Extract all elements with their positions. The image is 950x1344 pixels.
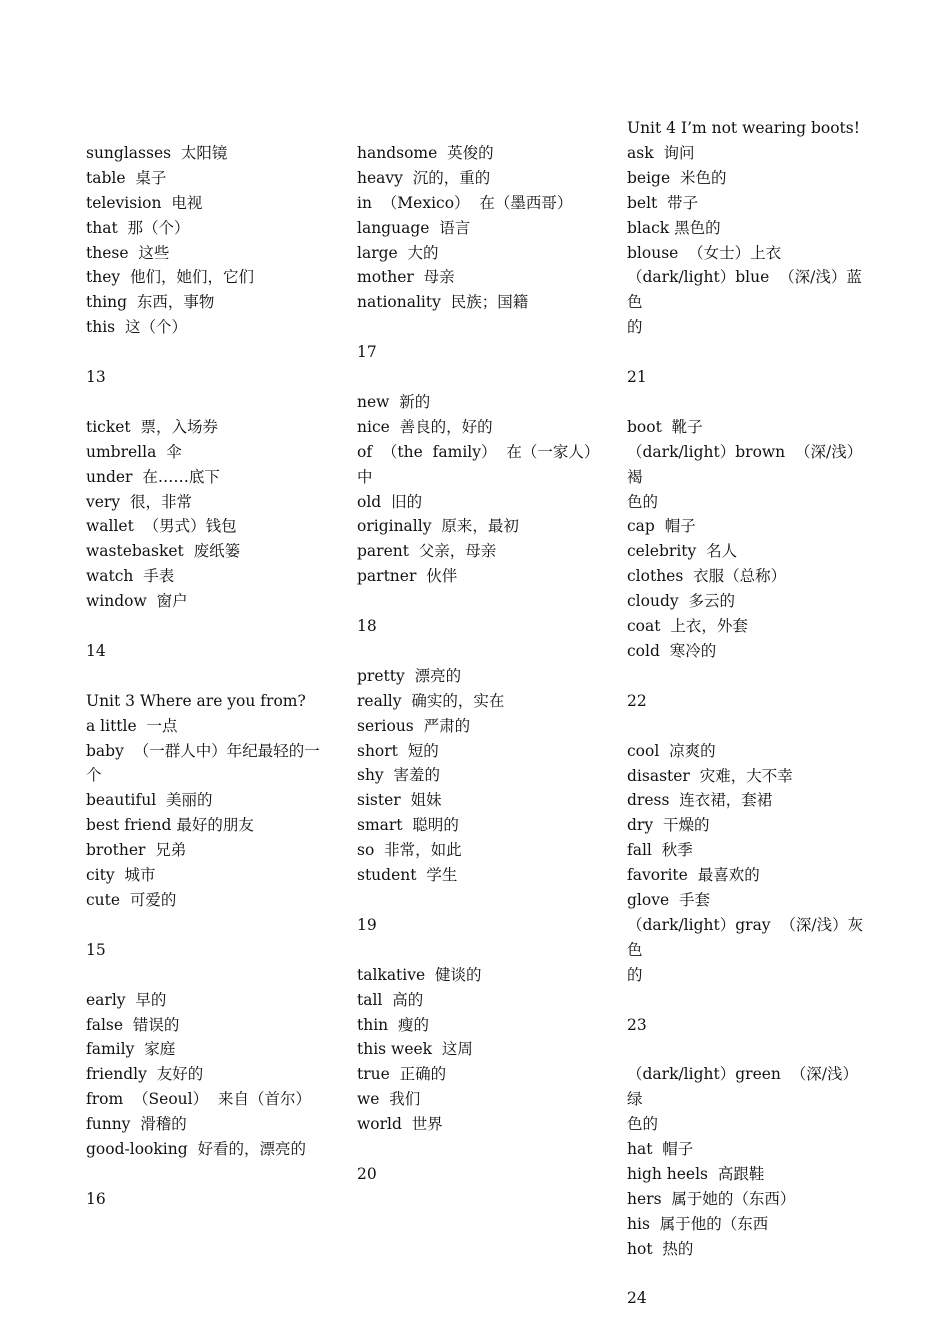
vocab-entry: cold 寒冷的 bbox=[627, 642, 717, 660]
vocab-entry: language 语言 bbox=[357, 218, 471, 237]
vocab-entry: coat 上衣，外套 bbox=[627, 617, 748, 636]
blank-line bbox=[357, 1137, 602, 1162]
vocab-entry: handsome 英俊的 bbox=[357, 143, 494, 162]
vocab-entry: celebrity 名人 bbox=[627, 542, 738, 561]
vocab-entry: student 学生 bbox=[357, 866, 458, 885]
page-number: 23 bbox=[627, 1015, 647, 1034]
blank-line bbox=[627, 340, 872, 365]
vocab-entry: （dark/light）brown （深/浅）褐 bbox=[627, 442, 863, 486]
vocab-entry: television 电视 bbox=[86, 193, 203, 212]
vocab-column-1 bbox=[86, 116, 331, 1212]
vocab-entry: sister 姐妹 bbox=[357, 791, 442, 810]
vocab-entry: world 世界 bbox=[357, 1115, 443, 1134]
vocab-entry: this week 这周 bbox=[357, 1040, 473, 1059]
vocab-entry: really 确实的，实在 bbox=[357, 691, 505, 710]
vocab-entry: 中 bbox=[357, 467, 373, 486]
vocab-entry: new 新的 bbox=[357, 392, 431, 411]
blank-line bbox=[357, 639, 602, 664]
vocab-entry: thin 瘦的 bbox=[357, 1015, 430, 1034]
vocab-entry: family 家庭 bbox=[86, 1040, 176, 1059]
vocab-entry: so 非常，如此 bbox=[357, 841, 462, 860]
vocab-entry: shy 害羞的 bbox=[357, 766, 441, 785]
vocab-entry: boot 靴子 bbox=[627, 417, 703, 436]
vocab-entry: glove 手套 bbox=[627, 891, 710, 910]
blank-line bbox=[627, 988, 872, 1013]
vocab-entry: they 他们，她们，它们 bbox=[86, 268, 254, 287]
vocab-entry: serious 严肃的 bbox=[357, 716, 471, 735]
vocab-entry: a little 一点 bbox=[86, 716, 178, 735]
vocab-entry: （dark/light）blue （深/浅）蓝色 bbox=[627, 268, 862, 312]
vocab-entry: wallet （男式）钱包 bbox=[86, 517, 237, 536]
vocab-entry: heavy 沉的，重的 bbox=[357, 168, 491, 187]
vocab-entry: 的 bbox=[627, 965, 643, 984]
vocab-entry: baby （一群人中）年纪最轻的一 bbox=[86, 741, 320, 760]
vocab-entry: 色的 bbox=[627, 1115, 659, 1134]
vocab-entry: disaster 灾难，大不幸 bbox=[627, 766, 793, 785]
page-number: 19 bbox=[357, 915, 377, 934]
vocab-entry: this 这（个） bbox=[86, 318, 187, 337]
page-number: 24 bbox=[627, 1289, 647, 1308]
vocab-entry: 的 bbox=[627, 318, 643, 337]
blank-line bbox=[86, 340, 331, 365]
vocab-entry: short 短的 bbox=[357, 741, 439, 760]
vocab-entry: cloudy 多云的 bbox=[627, 592, 735, 611]
vocab-entry: cap 帽子 bbox=[627, 517, 696, 536]
vocab-entry: mother 母亲 bbox=[357, 268, 455, 287]
vocab-entry: wastebasket 废纸篓 bbox=[86, 542, 241, 561]
vocab-entry: from （Seoul） 来自（首尔） bbox=[86, 1090, 311, 1109]
vocab-entry: window 窗户 bbox=[86, 592, 188, 611]
vocab-entry: beautiful 美丽的 bbox=[86, 791, 213, 810]
blank-line bbox=[627, 664, 872, 689]
vocab-entry: friendly 友好的 bbox=[86, 1065, 204, 1084]
page-number: 20 bbox=[357, 1164, 377, 1183]
vocab-entry: large 大的 bbox=[357, 243, 439, 262]
vocab-entry: early 早的 bbox=[86, 990, 167, 1009]
blank-line bbox=[86, 390, 331, 415]
page-number: 16 bbox=[86, 1189, 106, 1208]
vocab-entry: blouse （女士）上衣 bbox=[627, 243, 782, 262]
vocab-entry: tall 高的 bbox=[357, 990, 424, 1009]
vocab-entry: ticket 票，入场券 bbox=[86, 417, 219, 436]
vocab-entry: watch 手表 bbox=[86, 567, 175, 586]
blank-line bbox=[627, 714, 872, 739]
vocab-entry: belt 带子 bbox=[627, 193, 699, 212]
vocab-entry: his 属于他的（东西 bbox=[627, 1214, 769, 1233]
vocab-entry: that 那（个） bbox=[86, 218, 190, 237]
vocab-entry: table 桌子 bbox=[86, 168, 167, 187]
vocab-entry: 色的 bbox=[627, 492, 659, 511]
unit-heading: Unit 4 I’m not wearing boots! bbox=[627, 119, 860, 137]
blank-line bbox=[86, 913, 331, 938]
vocab-entry: funny 滑稽的 bbox=[86, 1115, 187, 1134]
vocab-entry: partner 伙伴 bbox=[357, 567, 458, 586]
vocab-entry: very 很，非常 bbox=[86, 492, 192, 511]
blank-line bbox=[86, 963, 331, 988]
vocab-entry: clothes 衣服（总称） bbox=[627, 567, 787, 586]
vocab-entry: nationality 民族；国籍 bbox=[357, 293, 529, 312]
vocab-entry: under 在……底下 bbox=[86, 467, 220, 486]
vocab-entry: smart 聪明的 bbox=[357, 816, 459, 835]
vocab-entry: 个 bbox=[86, 766, 102, 785]
vocab-entry: talkative 健谈的 bbox=[357, 965, 482, 984]
vocab-entry: in （Mexico） 在（墨西哥） bbox=[357, 193, 573, 212]
page-number: 22 bbox=[627, 691, 647, 710]
blank-line bbox=[86, 1162, 331, 1187]
vocab-column-2 bbox=[357, 116, 602, 1187]
vocab-entry: beige 米色的 bbox=[627, 168, 727, 187]
vocab-entry: good-looking 好看的，漂亮的 bbox=[86, 1140, 306, 1159]
vocab-entry: nice 善良的，好的 bbox=[357, 417, 493, 436]
blank-line bbox=[627, 1262, 872, 1287]
vocab-entry: （dark/light）green （深/浅）绿 bbox=[627, 1065, 858, 1109]
vocab-entry: thing 东西，事物 bbox=[86, 293, 215, 312]
blank-line bbox=[357, 888, 602, 913]
blank-line bbox=[86, 116, 331, 141]
vocab-entry: hat 帽子 bbox=[627, 1140, 694, 1159]
vocab-column-3 bbox=[627, 116, 872, 1311]
vocab-entry: hers 属于她的（东西） bbox=[627, 1189, 796, 1208]
blank-line bbox=[357, 315, 602, 340]
vocab-entry: high heels 高跟鞋 bbox=[627, 1164, 765, 1183]
blank-line bbox=[86, 614, 331, 639]
vocab-entry: false 错误的 bbox=[86, 1015, 180, 1034]
unit-heading: Unit 3 Where are you from? bbox=[86, 691, 306, 710]
page-number: 14 bbox=[86, 641, 106, 660]
vocab-entry: parent 父亲，母亲 bbox=[357, 542, 497, 561]
blank-line bbox=[357, 365, 602, 390]
vocab-entry: city 城市 bbox=[86, 866, 156, 885]
blank-line bbox=[357, 938, 602, 963]
vocab-entry: cute 可爱的 bbox=[86, 891, 177, 910]
vocab-entry: best friend 最好的朋友 bbox=[86, 816, 254, 835]
vocab-entry: dry 干燥的 bbox=[627, 816, 710, 835]
vocab-entry: of （the family） 在（一家人） bbox=[357, 442, 600, 461]
blank-line bbox=[357, 589, 602, 614]
vocab-entry: （dark/light）gray （深/浅）灰色 bbox=[627, 915, 864, 959]
vocab-entry: true 正确的 bbox=[357, 1065, 447, 1084]
vocab-entry: ask 询问 bbox=[627, 143, 695, 162]
blank-line bbox=[86, 664, 331, 689]
vocab-entry: originally 原来，最初 bbox=[357, 517, 519, 536]
vocab-entry: we 我们 bbox=[357, 1090, 421, 1109]
vocab-entry: sunglasses 太阳镜 bbox=[86, 143, 228, 162]
blank-line bbox=[357, 116, 602, 141]
page-number: 18 bbox=[357, 617, 377, 636]
vocab-entry: pretty 漂亮的 bbox=[357, 666, 462, 685]
vocab-entry: brother 兄弟 bbox=[86, 841, 187, 860]
vocab-entry: umbrella 伞 bbox=[86, 442, 182, 461]
vocab-entry: hot 热的 bbox=[627, 1239, 694, 1258]
page-number: 21 bbox=[627, 368, 647, 387]
page-number: 15 bbox=[86, 940, 106, 959]
vocab-entry: fall 秋季 bbox=[627, 841, 693, 860]
vocab-entry: black 黑色的 bbox=[627, 218, 721, 237]
vocab-entry: dress 连衣裙，套裙 bbox=[627, 791, 773, 810]
vocab-entry: these 这些 bbox=[86, 243, 170, 262]
page-number: 17 bbox=[357, 343, 377, 362]
blank-line bbox=[627, 390, 872, 415]
vocab-entry: cool 凉爽的 bbox=[627, 741, 716, 760]
vocab-entry: old 旧的 bbox=[357, 492, 423, 511]
vocab-entry: favorite 最喜欢的 bbox=[627, 866, 760, 885]
page-number: 13 bbox=[86, 368, 106, 387]
blank-line bbox=[627, 1037, 872, 1062]
